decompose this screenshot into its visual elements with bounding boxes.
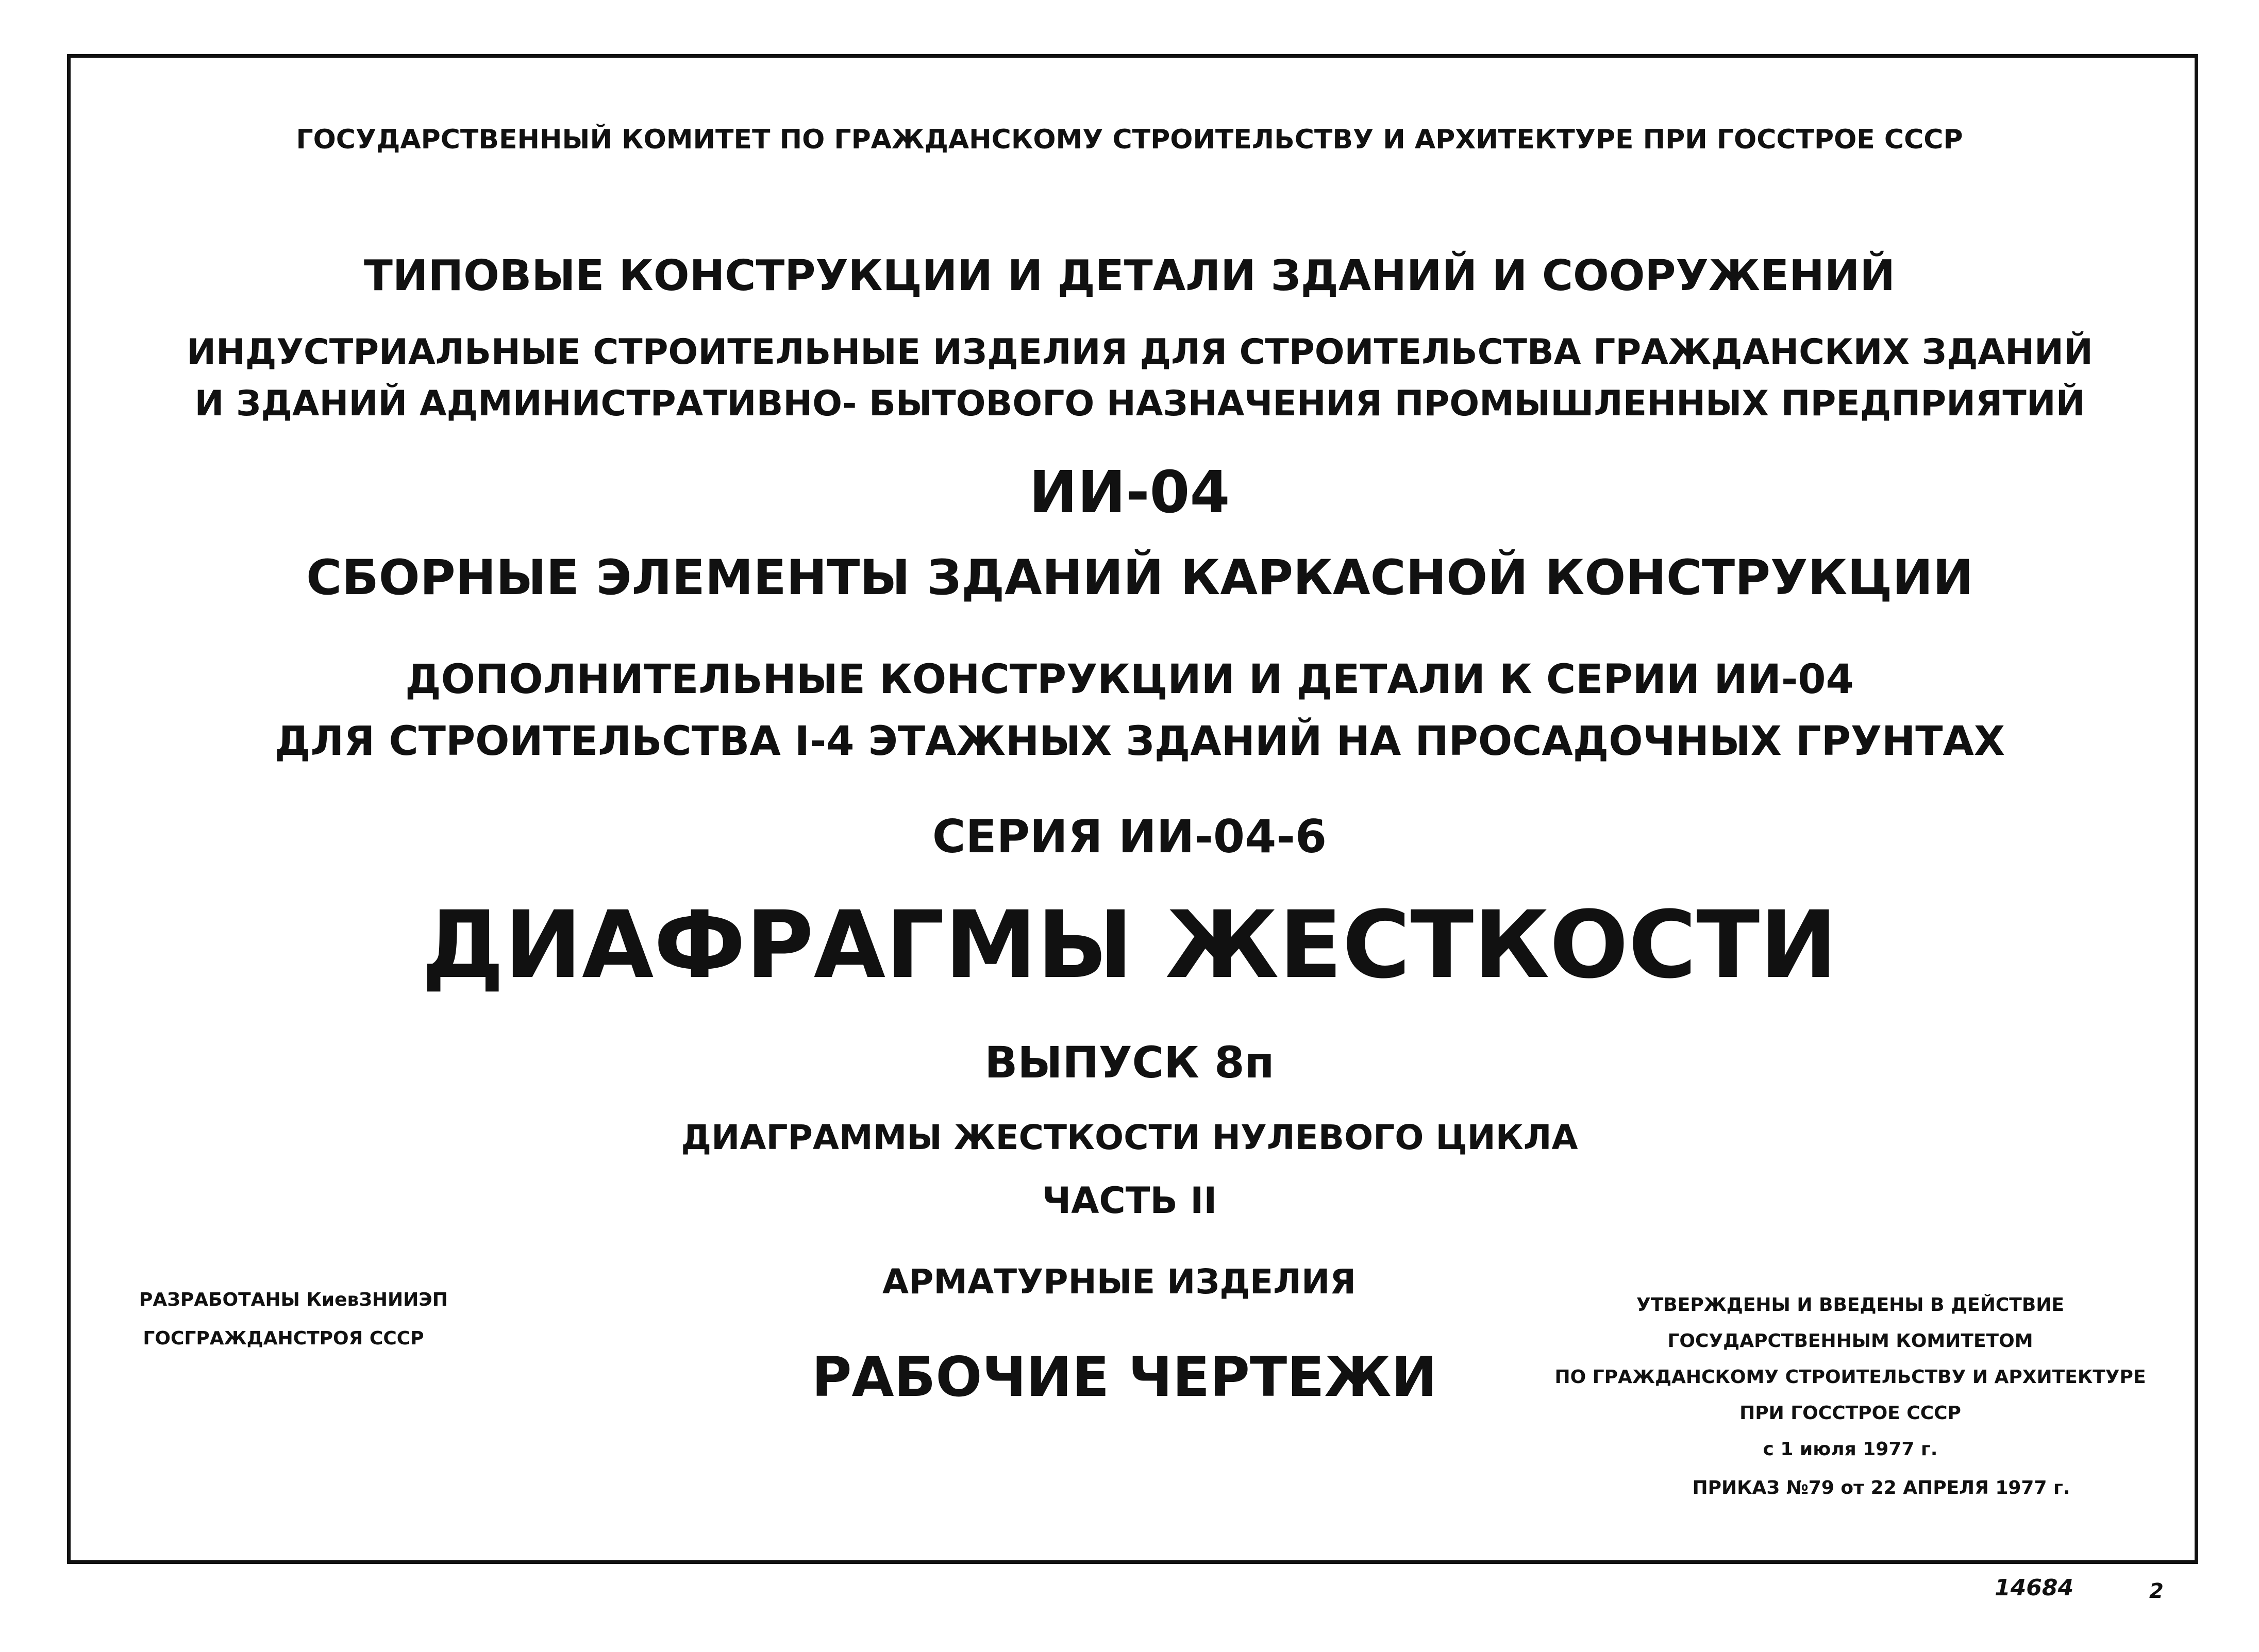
series-code: ИИ-04 [1029,459,1230,526]
archive-number: 14684 [1995,1575,2074,1601]
issue-number: ВЫПУСК 8п [984,1037,1275,1088]
series-number: СЕРИЯ ИИ-04-6 [932,810,1327,863]
developer-line-1: РАЗРАБОТАНЫ КиевЗНИИЭП [139,1289,448,1310]
developer-line-2: ГОСГРАЖДАНСТРОЯ СССР [143,1328,424,1349]
industrial-products-line-1: ИНДУСТРИАЛЬНЫЕ СТРОИТЕЛЬНЫЕ ИЗДЕЛИЯ ДЛЯ СТРОИТЕЛЬСТВА ГРАЖДАНСКИХ ЗДАНИЙ [187,332,2093,373]
document-subtitle: ДИАГРАММЫ ЖЕСТКОСТИ НУЛЕВОГО ЦИКЛА [681,1118,1578,1157]
part-number: ЧАСТЬ II [1042,1179,1217,1222]
industrial-products-line-2: И ЗДАНИЙ АДМИНИСТРАТИВНО- БЫТОВОГО НАЗНАЧЕНИЯ ПРОМЫШЛЕННЫХ ПРЕДПРИЯТИЙ [194,383,2085,424]
typical-constructions-heading: ТИПОВЫЕ КОНСТРУКЦИИ И ДЕТАЛИ ЗДАНИЙ И СООРУЖЕНИЙ [363,251,1896,300]
approval-line-3: ПО ГРАЖДАНСКОМУ СТРОИТЕЛЬСТВУ И АРХИТЕКТУРЕ [1554,1367,2146,1388]
additional-constructions-line-1: ДОПОЛНИТЕЛЬНЫЕ КОНСТРУКЦИИ И ДЕТАЛИ К СЕРИИ ИИ-04 [405,656,1854,703]
products-heading: АРМАТУРНЫЕ ИЗДЕЛИЯ [882,1262,1357,1302]
approval-line-2: ГОСУДАРСТВЕННЫМ КОМИТЕТОМ [1667,1330,2033,1352]
approval-line-4: ПРИ ГОССТРОЕ СССР [1739,1403,1961,1424]
approval-order: ПРИКАЗ №79 от 22 АПРЕЛЯ 1977 г. [1692,1477,2070,1498]
committee-header: ГОСУДАРСТВЕННЫЙ КОМИТЕТ ПО ГРАЖДАНСКОМУ СТРОИТЕЛЬСТВУ И АРХИТЕКТУРЕ ПРИ ГОССТРОЕ СССР [296,124,1963,155]
prefab-elements-heading: СБОРНЫЕ ЭЛЕМЕНТЫ ЗДАНИЙ КАРКАСНОЙ КОНСТРУКЦИИ [306,550,1973,606]
additional-constructions-line-2: ДЛЯ СТРОИТЕЛЬСТВА I-4 ЭТАЖНЫХ ЗДАНИЙ НА ПРОСАДОЧНЫХ ГРУНТАХ [275,718,2005,765]
approval-effective-date: с 1 июля 1977 г. [1763,1439,1938,1460]
approval-line-1: УТВЕРЖДЕНЫ И ВВЕДЕНЫ В ДЕЙСТВИЕ [1636,1294,2065,1316]
document-title: ДИАФРАГМЫ ЖЕСТКОСТИ [422,891,1837,999]
sheet-number: 2 [2149,1579,2164,1603]
working-drawings-heading: РАБОЧИЕ ЧЕРТЕЖИ [811,1345,1437,1409]
